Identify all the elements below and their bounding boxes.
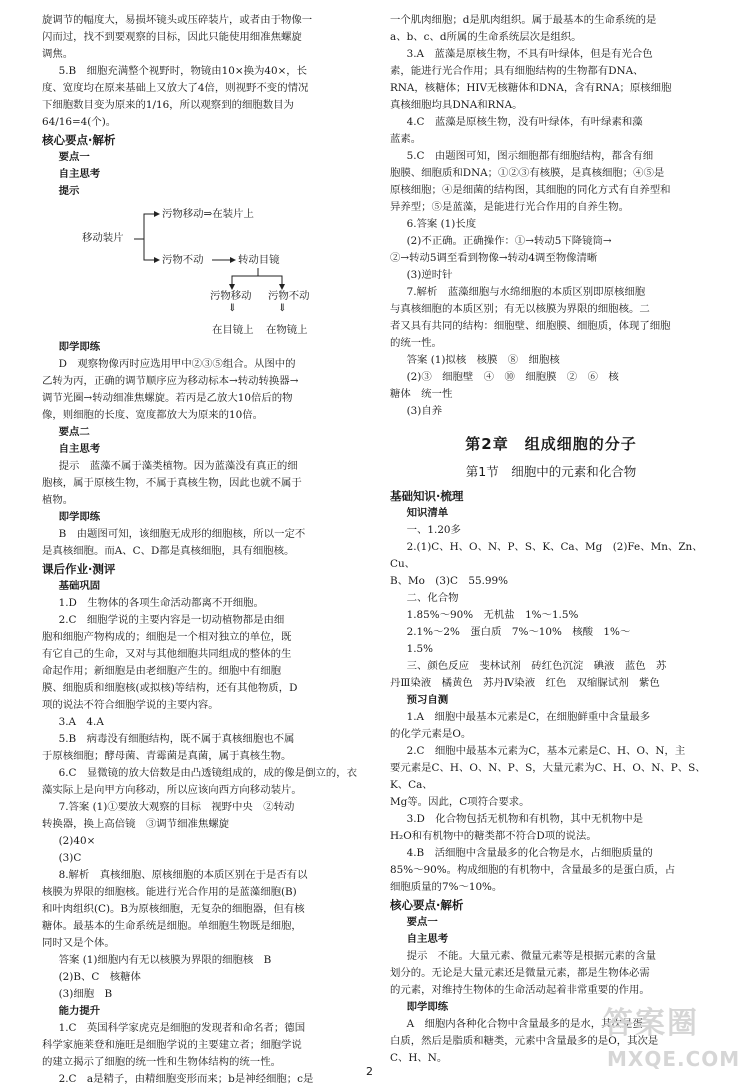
text-line: (2)不正确。正确操作：①→转动5下降镜筒→ [406, 235, 612, 247]
section-title: 第1节 细胞中的元素和化合物 [465, 464, 637, 479]
text-line: 的统一性。 [390, 337, 442, 349]
text-line: (3)细胞 B [58, 988, 113, 1000]
ability-label: 能力提升 [58, 1005, 101, 1017]
text-line: (3)C [58, 852, 82, 864]
diagram-down-arrow-1: ⇓ [228, 302, 237, 314]
text-line: 2.C 细胞中最基本元素为C，基本元素是C、H、O、N，主 [406, 745, 686, 757]
text-line: 1.D 生物体的各项生命活动都离不开细胞。 [58, 597, 264, 609]
text-line: 的建立揭示了细胞的统一性和生物体结构的统一性。 [42, 1056, 281, 1068]
text-line: D 观察物像丙时应选用甲中②③⑤组合。从图中的 [58, 358, 296, 370]
text-line: ②→转动5调至看到物像→转动4调至物像清晰 [390, 252, 598, 264]
basic-consolidation: 基础巩固 [58, 580, 101, 592]
right-column [390, 12, 712, 1067]
text-line: RNA，核糖体；HIV无核糖体和DNA，含有RNA；原核细胞 [390, 82, 672, 94]
text-line: 科学家施莱登和施旺是细胞学说的主要建立者；细胞学说 [42, 1039, 302, 1051]
text-line: 下细胞数目变为原来的1/16，所以观察到的细胞数目为 [42, 99, 294, 111]
preview-test: 预习自测 [406, 694, 449, 706]
text-line: 3.A 蓝藻是原核生物，不具有叶绿体，但是有光合色 [406, 48, 653, 60]
text-line: 藻实际上是向甲方向移动，所以应该向西方向移动装片。 [42, 784, 302, 796]
answer-q5 [42, 63, 372, 131]
text-line: 于原核细胞；酵母菌、青霉菌是真菌，属于真核生物。 [42, 750, 292, 762]
chapter-title: 第2章 组成细胞的分子 [465, 435, 637, 453]
text-line: 同时又是个体。 [42, 937, 115, 949]
text-line: 1.A 细胞中最基本元素是C，在细胞鲜重中含量最多 [406, 711, 651, 723]
text-line: 的元素，对维持生物体的生命活动起着非常重要的作用。 [390, 984, 650, 996]
text-line: 二、化合物 [406, 592, 459, 604]
text-line: 胞核，属于原核生物，不属于真核生物，因此也就不属于 [42, 477, 302, 489]
text-line: Mg等。因此，C项符合要求。 [390, 796, 530, 808]
text-line: 6.答案 (1)长度 [406, 218, 477, 230]
text-line: 64/16=4(个)。 [42, 116, 117, 128]
text-line: 与真核细胞的本质区别；有无以核膜为界限的细胞核。二 [390, 303, 650, 315]
text-line: 7.答案 (1)①要放大观察的目标 视野中央 ②转动 [58, 801, 295, 813]
text-line: 要元素是C、H、O、N、P、S，大量元素为C、H、O、N、P、S、K、Ca、 [390, 762, 706, 791]
text-line: (2)40× [58, 835, 96, 847]
answer-d [42, 356, 372, 424]
left-column [42, 12, 372, 1088]
text-line: 和叶肉组织(C)。B为原核细胞，无复杂的细胞器，但有核 [42, 903, 305, 915]
text-line: 项的说法不符合细胞学说的主要内容。 [42, 699, 219, 711]
text-line: 细胞质量的7%～10%。 [390, 881, 503, 893]
text-line: 一个肌肉细胞；d是肌肉组织。属于最基本的生命系统的是 [390, 14, 657, 26]
text-line: 提示 不能。大量元素、微量元素等是根据元素的含量 [406, 950, 656, 962]
practice-label-2: 即学即练 [58, 511, 101, 523]
text-line: H₂O和有机物中的糖类都不符合D项的说法。 [390, 830, 597, 842]
text-line: 原核细胞；④是细菌的结构图，其细胞的同化方式有自养型和 [390, 184, 671, 196]
text-line: 乙转为丙，正确的调节顺序应为移动标本→转动转换器→ [42, 375, 299, 387]
text-line: 划分的。无论是大量元素还是微量元素，都是生物体必需 [390, 967, 650, 979]
page-number: 2 [366, 1065, 373, 1078]
practice-label: 即学即练 [58, 341, 101, 353]
diagram-move-slide: 移动装片 [82, 232, 124, 244]
right-answers [390, 12, 712, 420]
basic-items [42, 595, 372, 1003]
point-two: 要点二 [58, 426, 90, 438]
text-line: 提示 蓝藻不属于藻类植物。因为蓝藻没有真正的细 [58, 460, 298, 472]
text-line: 真核细胞均具DNA和RNA。 [390, 99, 523, 111]
text-line: 2.C 细胞学说的主要内容是一切动植物都是由细 [58, 614, 285, 626]
point-one-2: 要点一 [406, 916, 438, 928]
diagram-still2: 污物不动 [268, 290, 310, 302]
text-line: 蓝素。 [390, 133, 422, 145]
section-heading-basic: 基础知识·梳理 [390, 489, 464, 503]
text-line: 3.A 4.A [58, 716, 104, 728]
text-line: 旋调节的幅度大，易损坏镜头或压碎装片，或者由于物像一 [42, 14, 313, 26]
text-line: 异养型；⑤是蓝藻，是能进行光合作用的自养生物。 [390, 201, 629, 213]
text-line: 3.D 化合物包括无机物和有机物，其中无机物中是 [406, 813, 644, 825]
text-line: 胞膜、细胞质和DNA；①②③有核膜，是真核细胞；④⑤是 [390, 167, 665, 179]
self-think-2: 自主思考 [58, 443, 101, 455]
text-line: 1.C 英国科学家虎克是细胞的发现者和命名者；德国 [58, 1022, 306, 1034]
text-line: 5.B 病毒没有细胞结构，既不属于真核细胞也不属 [58, 733, 295, 745]
text-line: 三、颜色反应 斐林试剂 砖红色沉淀 碘液 蓝色 苏 [406, 660, 667, 672]
text-line: 者又具有共同的结构：细胞壁、细胞膜、细胞质，体现了细胞 [390, 320, 671, 332]
text-line: 答案 (1)细胞内有无以核膜为界限的细胞核 B [58, 954, 272, 966]
diagram-down-arrow-2: ⇓ [278, 302, 287, 314]
text-line: 素，能进行光合作用；具有细胞结构的生物都有DNA、 [390, 65, 644, 77]
tip-2 [42, 458, 372, 509]
diagram-on-eyepiece: 在目镜上 [212, 324, 254, 336]
text-line: 有它自己的生命，又对与其他细胞共同组成的整体的生 [42, 648, 292, 660]
answer-b [42, 526, 372, 560]
preview-items [390, 709, 712, 896]
self-think: 自主思考 [58, 168, 101, 180]
text-line: 调焦。 [42, 48, 74, 60]
answer-continuation [42, 12, 372, 63]
text-line: A 细胞内各种化合物中含量最多的是水，其次是蛋 [406, 1018, 643, 1030]
diagram-turn-eyepiece: 转动目镜 [238, 254, 280, 266]
text-line: 答案 (1)拟核 核膜 ⑧ 细胞核 [406, 354, 560, 366]
text-line: 2.1%～2% 蛋白质 7%～10% 核酸 1%～ [406, 626, 631, 638]
text-line: (3)自养 [406, 405, 443, 417]
knowledge-list: 知识清单 [406, 507, 449, 519]
text-line: 胞和细胞产物构成的；细胞是一个相对独立的单位，既 [42, 631, 292, 643]
diagram-on-objective: 在物镜上 [266, 324, 308, 336]
text-line: 一、1.20多 [406, 524, 461, 536]
text-line: 白质，然后是脂质和糖类，元素中含量最多的是O，其次是 [390, 1035, 659, 1047]
tip-label: 提示 [58, 185, 80, 197]
section-heading-homework: 课后作业·测评 [42, 562, 116, 576]
text-line: 像，则细胞的长度、宽度都放大为原来的10倍。 [42, 409, 264, 421]
text-line: a、b、c、d所属的生命系统层次是组织。 [390, 31, 582, 43]
text-line: 8.解析 真核细胞、原核细胞的本质区别在于是否有以 [58, 869, 308, 881]
text-line: 植物。 [42, 494, 74, 506]
self-think-3: 自主思考 [406, 933, 449, 945]
flow-diagram [42, 202, 372, 322]
text-line: 核膜为界限的细胞核。能进行光合作用的是蓝藻细胞(B) [42, 886, 297, 898]
text-line: 糖体 统一性 [390, 388, 453, 400]
text-line: B、Mo (3)C 55.99% [390, 575, 508, 587]
text-line: 丹Ⅲ染液 橘黄色 苏丹Ⅳ染液 红色 双缩脲试剂 紫色 [390, 677, 660, 689]
text-line: 5.B 细胞充满整个视野时，物镜由10×换为40×，长 [58, 65, 308, 77]
section-heading-core-2: 核心要点·解析 [390, 898, 464, 912]
diagram-dirty-moves: 污物移动⇒在装片上 [162, 208, 254, 220]
text-line: 转换器，换上高倍镜 ③调节细准焦螺旋 [42, 818, 230, 830]
diagram-moves2: 污物移动 [210, 290, 252, 302]
text-line: 膜、细胞质和细胞核(或拟核)等结构，还有其他物质，D [42, 682, 298, 694]
text-line: 度、宽度均在原来基础上又放大了4倍，则视野不变的情况 [42, 82, 309, 94]
tip-3 [390, 948, 712, 999]
text-line: 调节光圈→转动细准焦螺旋。若丙是乙放大10倍后的物 [42, 392, 293, 404]
text-line: 4.B 活细胞中含量最多的化合物是水，占细胞质量的 [406, 847, 653, 859]
point-one: 要点一 [58, 151, 90, 163]
text-line: 7.解析 蓝藻细胞与水绵细胞的本质区别即原核细胞 [406, 286, 646, 298]
practice-label-3: 即学即练 [406, 1001, 449, 1013]
text-line: (3)逆时针 [406, 269, 453, 281]
text-line: C、H、N。 [390, 1052, 448, 1064]
text-line: B 由题图可知，该细胞无成形的细胞核，所以一定不 [58, 528, 306, 540]
text-line: 闪而过，找不到要观察的目标，因此只能使用细准焦螺旋 [42, 31, 302, 43]
text-line: 1.85%～90% 无机盐 1%～1.5% [406, 609, 579, 621]
text-line: 2.(1)C、H、O、N、P、S、K、Ca、Mg (2)Fe、Mn、Zn、Cu、 [390, 541, 703, 570]
text-line: 5.C 由题图可知，图示细胞都有细胞结构，都含有细 [406, 150, 654, 162]
section-heading-core: 核心要点·解析 [42, 133, 116, 147]
text-line: 85%～90%。构成细胞的有机物中，含量最多的是蛋白质，占 [390, 864, 676, 876]
text-line: 命起作用；新细胞是由老细胞产生的。细胞中有细胞 [42, 665, 281, 677]
knowledge-items [390, 522, 712, 692]
text-line: (2)③ 细胞壁 ④ ⑩ 细胞膜 ② ⑥ 核 [406, 371, 619, 383]
text-line: 糖体。最基本的生命系统是细胞。单细胞生物既是细胞， [42, 920, 302, 932]
text-line: 1.5% [406, 643, 434, 655]
text-line: 是真核细胞。而A、C、D都是真核细胞，具有细胞核。 [42, 545, 295, 557]
text-line: 2.C a是精子，由精细胞变形而来；b是神经细胞；c是 [58, 1073, 314, 1085]
diagram-dirty-still: 污物不动 [162, 254, 204, 266]
text-line: (2)B、C 核糖体 [58, 971, 141, 983]
diagram-results [42, 322, 372, 339]
text-line: 的化学元素是O。 [390, 728, 472, 740]
ability-items [42, 1020, 372, 1088]
watermark-logo: 答案圈 MXQE.COM [603, 1006, 741, 1071]
text-line: 4.C 蓝藻是原核生物，没有叶绿体，有叶绿素和藻 [406, 116, 643, 128]
text-line: 6.C 显微镜的放大倍数是由凸透镜组成的，成的像是倒立的，衣 [58, 767, 358, 779]
